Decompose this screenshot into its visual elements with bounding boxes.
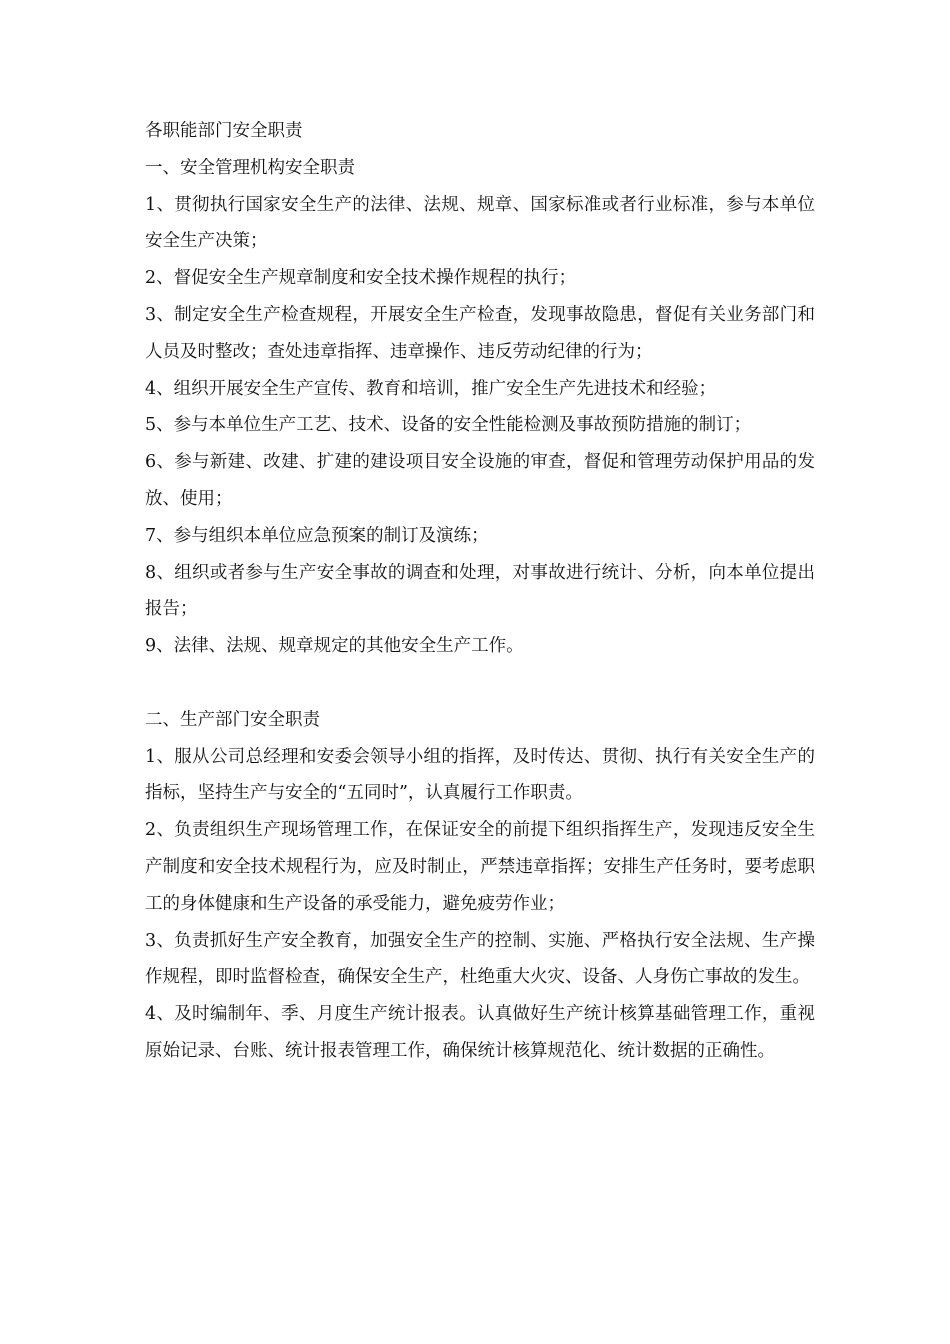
list-item: 5、参与本单位生产工艺、技术、设备的安全性能检测及事故预防措施的制订； (145, 415, 752, 436)
list-item: 2、负责组织生产现场管理工作，在保证安全的前提下组织指挥生产，发现违反安全生产制度和安全技术规程行为，应及时制止，严禁违章指挥；安排生产任务时，要考虑职工的身体健康和生产设备的承受能力，避免疲劳作业； (145, 820, 815, 914)
section-spacer (145, 665, 815, 702)
document-title: 各职能部门安全职责 (145, 121, 303, 141)
document-page (145, 113, 815, 1070)
list-item: 8、组织或者参与生产安全事故的调查和处理，对事故进行统计、分析，向本单位提出报告； (145, 562, 815, 620)
list-item: 7、参与组织本单位应急预案的制订及演练； (145, 525, 489, 546)
list-item: 4、及时编制年、季、月度生产统计报表。认真做好生产统计核算基础管理工作，重视原始记录、台账、统计报表管理工作，确保统计核算规范化、统计数据的正确性。 (145, 1004, 815, 1061)
section-heading-2: 二、生产部门安全职责 (145, 709, 320, 730)
list-item: 3、负责抓好生产安全教育，加强安全生产的控制、实施、严格执行安全法规、生产操作规程，即时监督检查，确保安全生产，杜绝重大火灾、设备、人身伤亡事故的发生。 (145, 930, 815, 988)
list-item: 4、组织开展安全生产宣传、教育和培训，推广安全生产先进技术和经验； (145, 378, 717, 399)
list-item: 1、贯彻执行国家安全生产的法律、法规、规章、国家标准或者行业标准，参与本单位安全生产决策； (145, 194, 815, 252)
list-item: 2、督促安全生产规章制度和安全技术操作规程的执行； (145, 268, 577, 289)
list-item: 6、参与新建、改建、扩建的建设项目安全设施的审查，督促和管理劳动保护用品的发放、使用； (145, 452, 815, 509)
section-heading-1: 一、安全管理机构安全职责 (145, 157, 355, 178)
list-item: 9、法律、法规、规章规定的其他安全生产工作。 (145, 636, 524, 657)
list-item: 1、服从公司总经理和安委会领导小组的指挥，及时传达、贯彻、执行有关安全生产的指标，坚持生产与安全的“五同时”，认真履行工作职责。 (145, 746, 815, 804)
list-item: 3、制定安全生产检查规程，开展安全生产检查，发现事故隐患，督促有关业务部门和人员及时整改；查处违章指挥、违章操作、违反劳动纪律的行为； (145, 304, 815, 362)
